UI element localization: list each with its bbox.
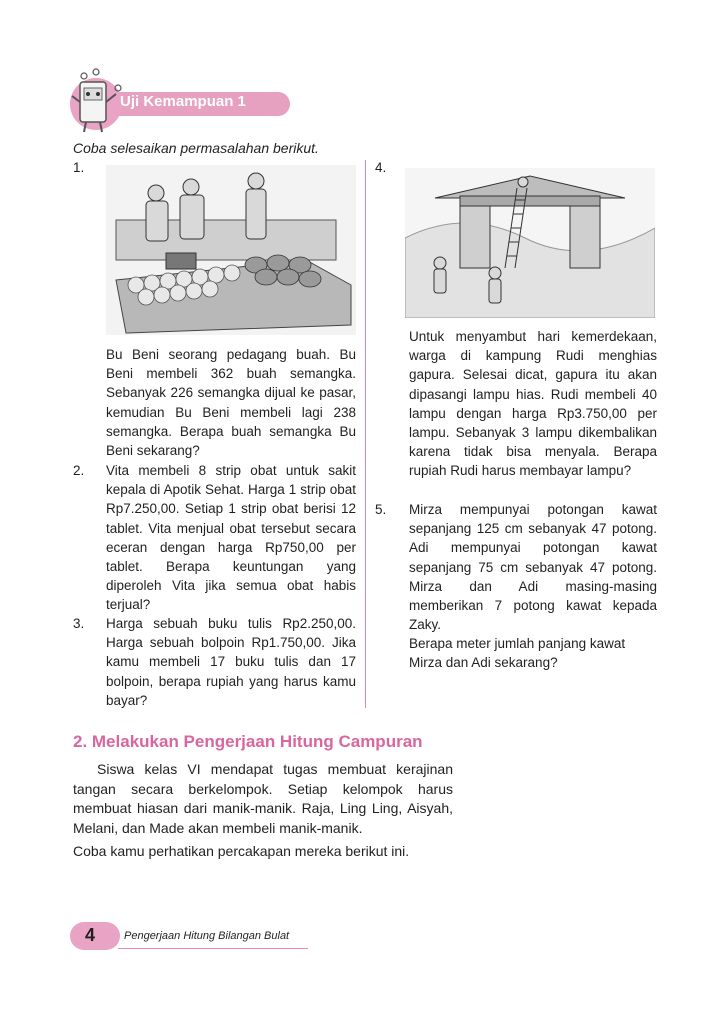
problem-5-question: Berapa meter jumlah panjang kawat Mirza dan Adi sekarang? (409, 636, 626, 671)
section-paragraph-1: Siswa kelas VI mendapat tugas membuat kerajinan tangan secara berkelompok. Setiap kelompok harus membuat hiasan dari manik-manik. Raja, Ling Ling, Aisyah, Melani, dan Made akan membeli manik-manik. (73, 761, 453, 836)
section-title: 2. Melakukan Pengerjaan Hitung Campuran (73, 732, 423, 751)
mascot-icon (62, 66, 128, 138)
problem-1-text: Bu Beni seorang pedagang buah. Bu Beni membeli 362 buah semangka. Sebanyak 226 semangka dijual ke pasar, kemudian Bu Beni membeli lagi 238 semangka. Berapa buah semangka Bu Beni sekarang? (106, 347, 356, 459)
problem-5-number: 5. (375, 502, 387, 517)
problem-1-number: 1. (73, 160, 85, 175)
section-paragraph-2: Coba kamu perhatikan percakapan mereka berikut ini. (73, 843, 410, 859)
problem-2-text: Vita membeli 8 strip obat untuk sakit kepala di Apotik Sehat. Harga 1 strip obat Rp7.250,00. Setiap 1 strip obat berisi 12 tablet. Vita menjual obat tersebut secara eceran dengan harga Rp750,00 per tablet. Berapa keuntungan yang diperoleh Vita jika semua obat habis terjual? (106, 463, 356, 613)
page-number: 4 (85, 925, 96, 945)
problem-5-text: Mirza mempunyai potongan kawat sepanjang 125 cm sebanyak 47 potong. Adi mempunyai potongan kawat sepanjang 75 cm sebanyak 47 potong. Mirza dan Adi masing-masing memberikan 7 potong kawat kepada Zaky. (409, 502, 657, 633)
header-title: Uji Kemampuan 1 (120, 93, 246, 110)
fruit-stall-illustration (106, 165, 356, 335)
book-title: Pengerjaan Hitung Bilangan Bulat (124, 930, 290, 942)
column-divider (365, 160, 366, 708)
gate-illustration (405, 168, 655, 318)
problem-2-number: 2. (73, 463, 85, 478)
problem-3-text: Harga sebuah buku tulis Rp2.250,00. Harga sebuah bolpoin Rp1.750,00. Jika kamu membeli 17 buku tulis dan 17 bolpoin, berapa rupiah yang harus kamu bayar? (106, 616, 356, 708)
problem-4-number: 4. (375, 160, 387, 175)
footer-underline (118, 948, 308, 949)
instruction-text: Coba selesaikan permasalahan berikut. (73, 140, 319, 156)
problem-4-text: Untuk menyambut hari kemerdekaan, warga di kampung Rudi menghias gapura. Selesai dicat, gapura itu akan dipasangi lampu hias. Rudi membeli 40 lampu dengan harga Rp3.750,00 per lampu. Sebanyak 3 lampu dikembalikan karena tidak bisa menyala. Berapa rupiah Rudi harus membayar lampu? (409, 329, 657, 479)
problem-3-number: 3. (73, 616, 85, 631)
